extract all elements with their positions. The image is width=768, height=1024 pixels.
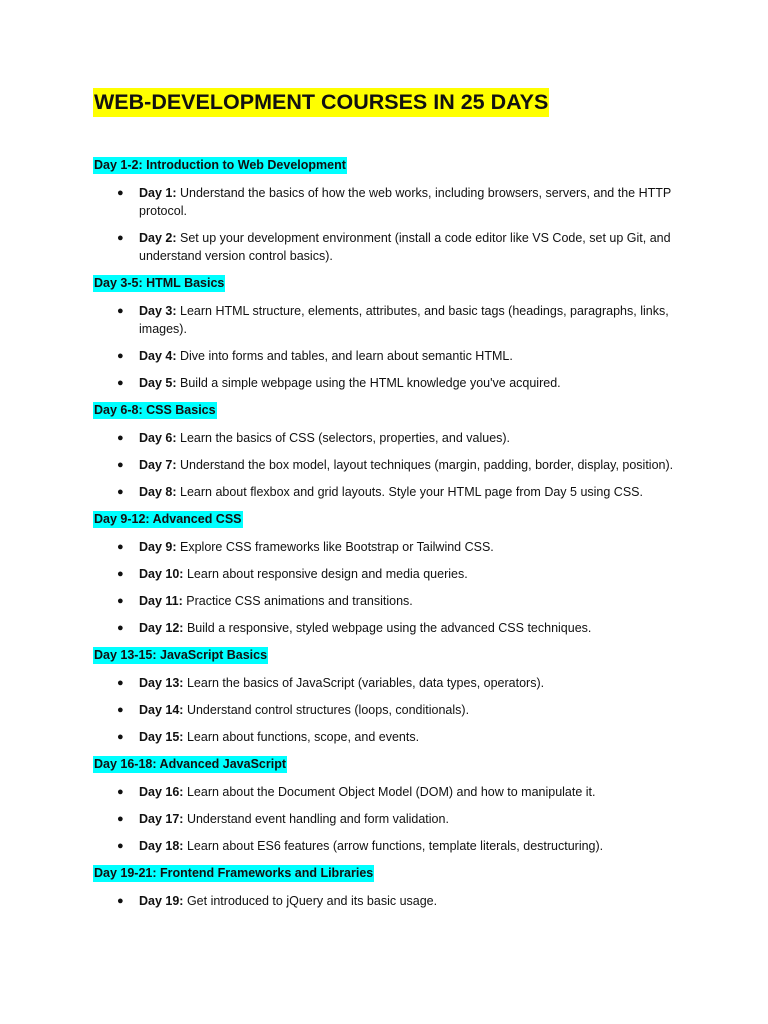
day-label: Day 11: xyxy=(139,594,183,608)
day-label: Day 4: xyxy=(139,349,177,363)
section-heading: Day 16-18: Advanced JavaScript xyxy=(94,757,286,771)
section-heading: Day 1-2: Introduction to Web Development xyxy=(94,158,346,172)
day-label: Day 14: xyxy=(139,703,184,717)
section-heading: Day 9-12: Advanced CSS xyxy=(94,512,242,526)
item-text: Learn about responsive design and media queries. xyxy=(183,567,468,581)
bullet-icon: ● xyxy=(117,486,124,498)
section-day-6-8 xyxy=(93,401,683,501)
day-label: Day 18: xyxy=(139,839,184,853)
item-text: Understand the box model, layout techniques (margin, padding, border, display, position). xyxy=(176,458,674,472)
bullet-icon: ● xyxy=(117,622,124,634)
item-text: Understand the basics of how the web works, including browsers, servers, and the HTTP protocol. xyxy=(139,186,671,218)
bullet-icon: ● xyxy=(117,813,124,825)
list-item xyxy=(93,674,674,692)
bullet-icon: ● xyxy=(117,704,124,716)
day-label: Day 5: xyxy=(139,376,177,390)
section-day-16-18 xyxy=(93,755,683,855)
list-item xyxy=(93,783,674,801)
item-text: Learn HTML structure, elements, attributes, and basic tags (headings, paragraphs, links, images). xyxy=(139,304,669,336)
bullet-icon: ● xyxy=(117,568,124,580)
list-item xyxy=(93,184,674,220)
section-heading: Day 6-8: CSS Basics xyxy=(94,403,216,417)
list-item xyxy=(93,229,674,265)
bullet-icon: ● xyxy=(117,677,124,689)
list-item xyxy=(93,701,674,719)
item-text: Get introduced to jQuery and its basic usage. xyxy=(183,894,438,908)
day-label: Day 3: xyxy=(139,304,177,318)
bullet-icon: ● xyxy=(117,459,124,471)
course-content xyxy=(93,156,683,919)
list-item xyxy=(93,483,674,501)
list-item xyxy=(93,810,674,828)
bullet-icon: ● xyxy=(117,840,124,852)
bullet-icon: ● xyxy=(117,305,124,317)
section-day-1-2 xyxy=(93,156,683,265)
item-text: Learn about flexbox and grid layouts. Style your HTML page from Day 5 using CSS. xyxy=(176,485,643,499)
item-text: Learn the basics of JavaScript (variables, data types, operators). xyxy=(183,676,545,690)
section-day-19-21 xyxy=(93,864,683,910)
day-label: Day 13: xyxy=(139,676,184,690)
list-item xyxy=(93,429,674,447)
section-item-list xyxy=(93,783,683,855)
list-item xyxy=(93,302,674,338)
item-text: Build a responsive, styled webpage using the advanced CSS techniques. xyxy=(183,621,592,635)
day-label: Day 9: xyxy=(139,540,177,554)
item-text: Learn about functions, scope, and events. xyxy=(183,730,420,744)
bullet-icon: ● xyxy=(117,595,124,607)
list-item xyxy=(93,892,674,910)
bullet-icon: ● xyxy=(117,895,124,907)
item-text: Understand event handling and form validation. xyxy=(183,812,449,826)
list-item xyxy=(93,374,674,392)
document-title: WEB-DEVELOPMENT COURSES IN 25 DAYS xyxy=(93,88,549,117)
bullet-icon: ● xyxy=(117,377,124,389)
day-label: Day 6: xyxy=(139,431,177,445)
section-item-list xyxy=(93,184,683,265)
day-label: Day 8: xyxy=(139,485,177,499)
bullet-icon: ● xyxy=(117,232,124,244)
section-item-list xyxy=(93,892,683,910)
section-day-9-12 xyxy=(93,510,683,637)
day-label: Day 12: xyxy=(139,621,184,635)
list-item xyxy=(93,456,674,474)
section-item-list xyxy=(93,538,683,637)
day-label: Day 2: xyxy=(139,231,177,245)
section-day-3-5 xyxy=(93,274,683,392)
list-item xyxy=(93,728,674,746)
item-text: Explore CSS frameworks like Bootstrap or Tailwind CSS. xyxy=(176,540,494,554)
bullet-icon: ● xyxy=(117,731,124,743)
list-item xyxy=(93,837,674,855)
list-item xyxy=(93,565,674,583)
day-label: Day 7: xyxy=(139,458,177,472)
section-item-list xyxy=(93,674,683,746)
bullet-icon: ● xyxy=(117,432,124,444)
section-day-13-15 xyxy=(93,646,683,746)
item-text: Build a simple webpage using the HTML knowledge you've acquired. xyxy=(176,376,561,390)
bullet-icon: ● xyxy=(117,187,124,199)
day-label: Day 10: xyxy=(139,567,184,581)
section-heading: Day 3-5: HTML Basics xyxy=(94,276,225,290)
list-item xyxy=(93,592,674,610)
item-text: Set up your development environment (install a code editor like VS Code, set up Git, and understand version control basics). xyxy=(139,231,671,263)
section-heading: Day 19-21: Frontend Frameworks and Libraries xyxy=(94,866,374,880)
day-label: Day 1: xyxy=(139,186,177,200)
item-text: Understand control structures (loops, conditionals). xyxy=(183,703,470,717)
day-label: Day 17: xyxy=(139,812,184,826)
list-item xyxy=(93,538,674,556)
list-item xyxy=(93,619,674,637)
list-item xyxy=(93,347,674,365)
item-text: Learn about ES6 features (arrow functions, template literals, destructuring). xyxy=(183,839,604,853)
bullet-icon: ● xyxy=(117,541,124,553)
item-text: Learn about the Document Object Model (DOM) and how to manipulate it. xyxy=(183,785,596,799)
day-label: Day 19: xyxy=(139,894,184,908)
item-text: Practice CSS animations and transitions. xyxy=(182,594,413,608)
day-label: Day 15: xyxy=(139,730,184,744)
section-item-list xyxy=(93,302,683,392)
item-text: Dive into forms and tables, and learn about semantic HTML. xyxy=(176,349,513,363)
day-label: Day 16: xyxy=(139,785,184,799)
bullet-icon: ● xyxy=(117,350,124,362)
section-heading: Day 13-15: JavaScript Basics xyxy=(94,648,268,662)
section-item-list xyxy=(93,429,683,501)
bullet-icon: ● xyxy=(117,786,124,798)
item-text: Learn the basics of CSS (selectors, properties, and values). xyxy=(176,431,511,445)
